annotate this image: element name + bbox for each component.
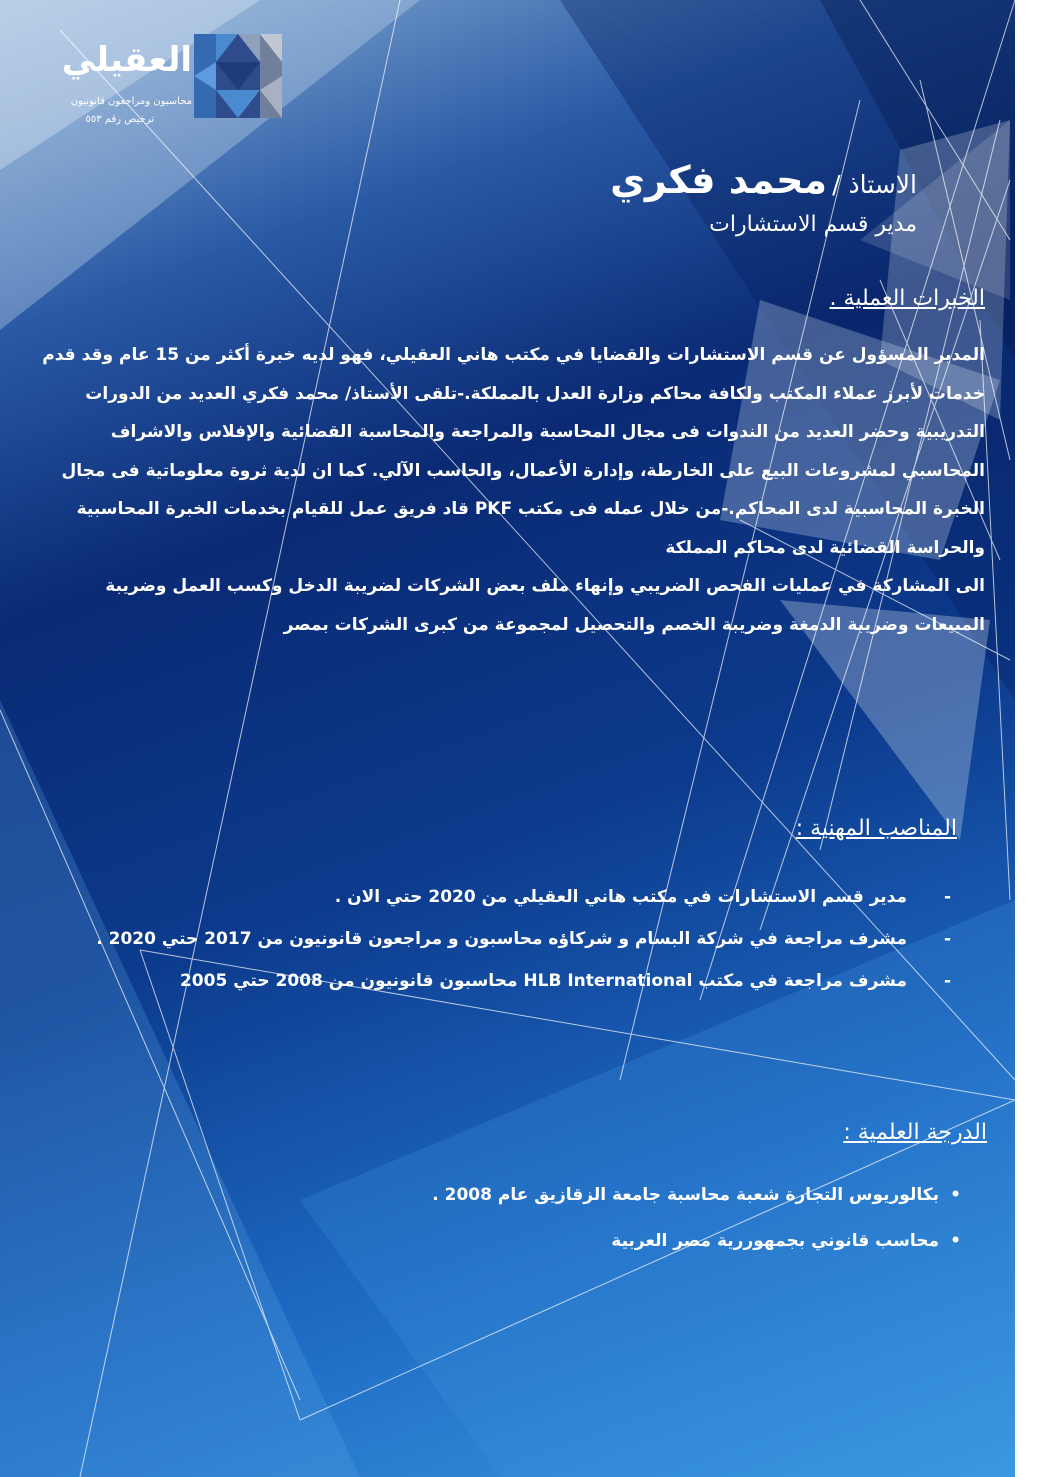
position-text: مشرف مراجعة في مكتب HLB International محاسبون قانونيون من 2008 حتي 2005 <box>179 971 907 991</box>
experience-heading: الخبرات العملية . <box>829 286 985 311</box>
position-item <box>27 960 951 1002</box>
positions-heading: المناصب المهنية : <box>795 816 957 841</box>
degree-item <box>59 1224 961 1258</box>
dash-marker: - <box>943 971 951 991</box>
degree-heading: الدرجة العلمية : <box>843 1120 987 1145</box>
position-text: مدير قسم الاستشارات في مكتب هاني العقيلي من 2020 حتي الان . <box>334 887 907 907</box>
person-name: محمد فكري <box>610 158 828 202</box>
bullet-marker: • <box>950 1231 961 1251</box>
logo-name: العقيلي <box>61 40 192 80</box>
position-item <box>27 918 951 960</box>
person-role: مدير قسم الاستشارات <box>709 212 917 237</box>
title-prefix: الاستاذ / <box>832 170 917 199</box>
degree-text: محاسب قانوني بجمهوررية مصر العربية <box>611 1231 939 1251</box>
experience-text <box>30 336 985 644</box>
position-text: مشرف مراجعة في شركة البسام و شركاؤه محاسبون و مراجعون قانونيون من 2017 حتي 2020 . <box>96 929 907 949</box>
degree-text: بكالوريوس التجارة شعبة محاسبة جامعة الزقازيق عام 2008 . <box>432 1185 939 1205</box>
position-item <box>27 876 951 918</box>
degree-item <box>59 1180 961 1210</box>
experience-paragraph: المدير المسؤول عن قسم الاستشارات والقضايا في مكتب هاني العقيلي، فهو لديه خبرة أكثر من 15 عام وقد قدم خدمات لأبرز عملاء المكتب ولكافة محاكم وزارة العدل بالمملكة.-تلقى الأستاذ/ محمد فكري العديد من الدورات التدريبية وحضر العديد من الندوات فى مجال المحاسبة والمراجعة والمحاسبة القضائية والإفلاس والاشراف المحاسبي لمشروعات البيع على الخارطة، وإدارة الأعمال، والحاسب الآلي. كما ان لدية ثروة معلوماتية فى مجال الخبرة المحاسبية لدى المحاكم.-من خلال عمله فى مكتب PKF قاد فريق عمل للقيام بخدمات الخبرة المحاسبية والحراسة القضائية لدى محاكم المملكة <box>42 345 985 558</box>
bullet-marker: • <box>950 1185 961 1205</box>
logo-subtitle: محاسبون ومراجعون قانونيون <box>70 96 192 107</box>
dash-marker: - <box>943 887 951 907</box>
person-header <box>610 158 917 202</box>
logo-license: ترخيص رقم ٥٥٣ <box>85 114 154 125</box>
positions-list <box>27 876 951 1002</box>
degree-list <box>59 1180 961 1258</box>
experience-paragraph: الى المشاركة في عمليات الفحص الضريبي وإنهاء ملف بعض الشركات لضريبة الدخل وكسب العمل وضريبة المبيعات وضريبة الدمغة وضريبة الخصم والتحصيل لمجموعة من كبرى الشركات بمصر <box>105 576 985 635</box>
dash-marker: - <box>943 929 951 949</box>
